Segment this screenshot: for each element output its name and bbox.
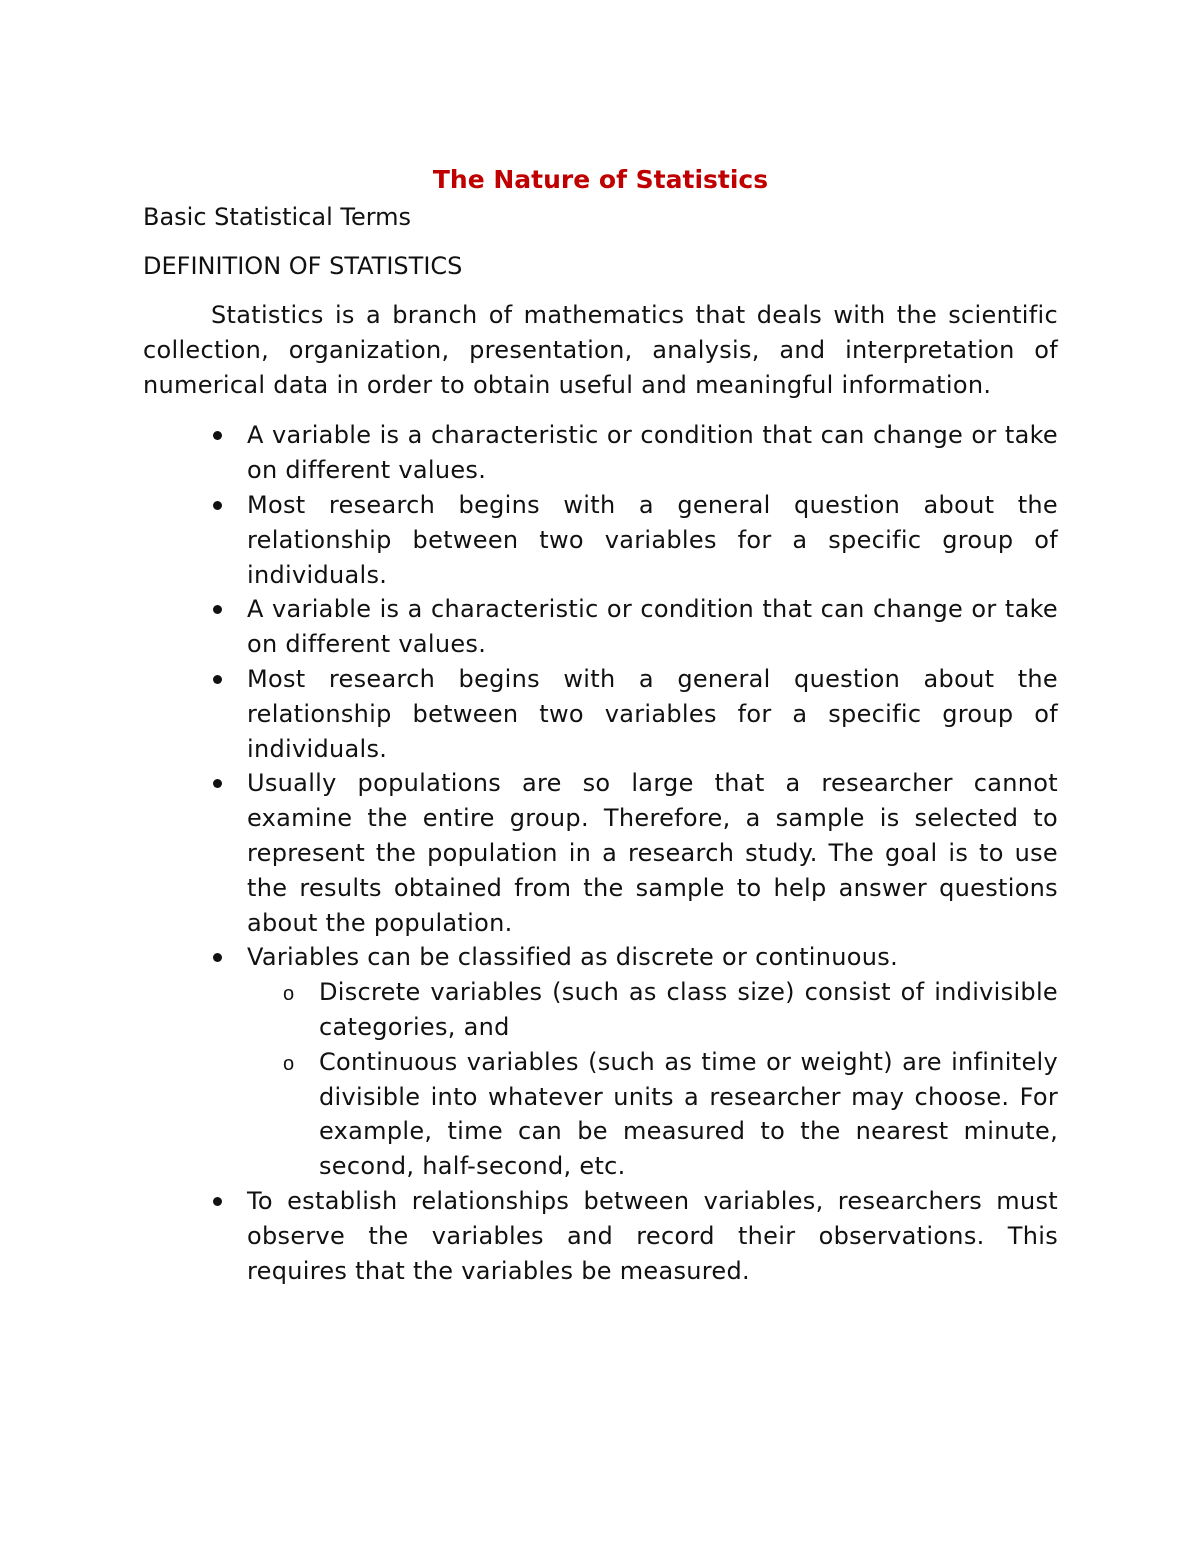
list-item (143, 1184, 1058, 1288)
list-item (143, 592, 1058, 662)
bullet-icon (213, 605, 222, 614)
bullet-icon (213, 431, 222, 440)
list-item (143, 940, 1058, 1184)
list-item-text: Variables can be classified as discrete or continuous. (247, 943, 899, 972)
bullet-icon (213, 953, 222, 962)
subtitle: Basic Statistical Terms (143, 203, 412, 231)
circle-bullet-icon: o (283, 1052, 295, 1075)
document-page (143, 160, 1058, 1288)
bullet-list (143, 418, 1058, 1288)
sub-bullet-list (247, 975, 1058, 1184)
sub-list-item (247, 1045, 1058, 1184)
bullet-icon (213, 1197, 222, 1206)
section-heading: DEFINITION OF STATISTICS (143, 252, 463, 280)
bullet-icon (213, 675, 222, 684)
list-item (143, 418, 1058, 488)
circle-bullet-icon: o (283, 983, 295, 1006)
page-title: The Nature of Statistics (432, 165, 769, 194)
bullet-icon (213, 779, 222, 788)
list-item-text: A variable is a characteristic or condition that can change or take on different values. (247, 421, 1058, 485)
list-item (143, 662, 1058, 766)
sub-list-item (247, 975, 1058, 1045)
list-item (143, 488, 1058, 592)
bullet-icon (213, 501, 222, 510)
list-item (143, 766, 1058, 940)
sub-list-item-text: Discrete variables (such as class size) consist of indivisible categories, and (319, 978, 1058, 1041)
list-item-text: Most research begins with a general question about the relationship between two variables for a specific group of individuals. (247, 490, 1058, 589)
list-item-text: To establish relationships between variables, researchers must observe the variables and record their observations. This requires that the variables be measured. (247, 1186, 1058, 1285)
sub-list-item-text: Continuous variables (such as time or weight) are infinitely divisible into whatever units a researcher may choose. For example, time can be measured to the nearest minute, second, half-second, etc. (319, 1047, 1058, 1181)
list-item-text: A variable is a characteristic or condition that can change or take on different values. (247, 595, 1058, 659)
definition-paragraph: Statistics is a branch of mathematics that deals with the scientific collection, organization, presentation, analysis, and interpretation of numerical data in order to obtain useful and meaningful information. (143, 301, 1058, 399)
list-item-text: Most research begins with a general question about the relationship between two variables for a specific group of individuals. (247, 664, 1058, 763)
list-item-text: Usually populations are so large that a researcher cannot examine the entire group. Therefore, a sample is selected to represent the population in a research study. The goal is to use the results obtained from the sample to help answer questions about the population. (247, 769, 1058, 937)
